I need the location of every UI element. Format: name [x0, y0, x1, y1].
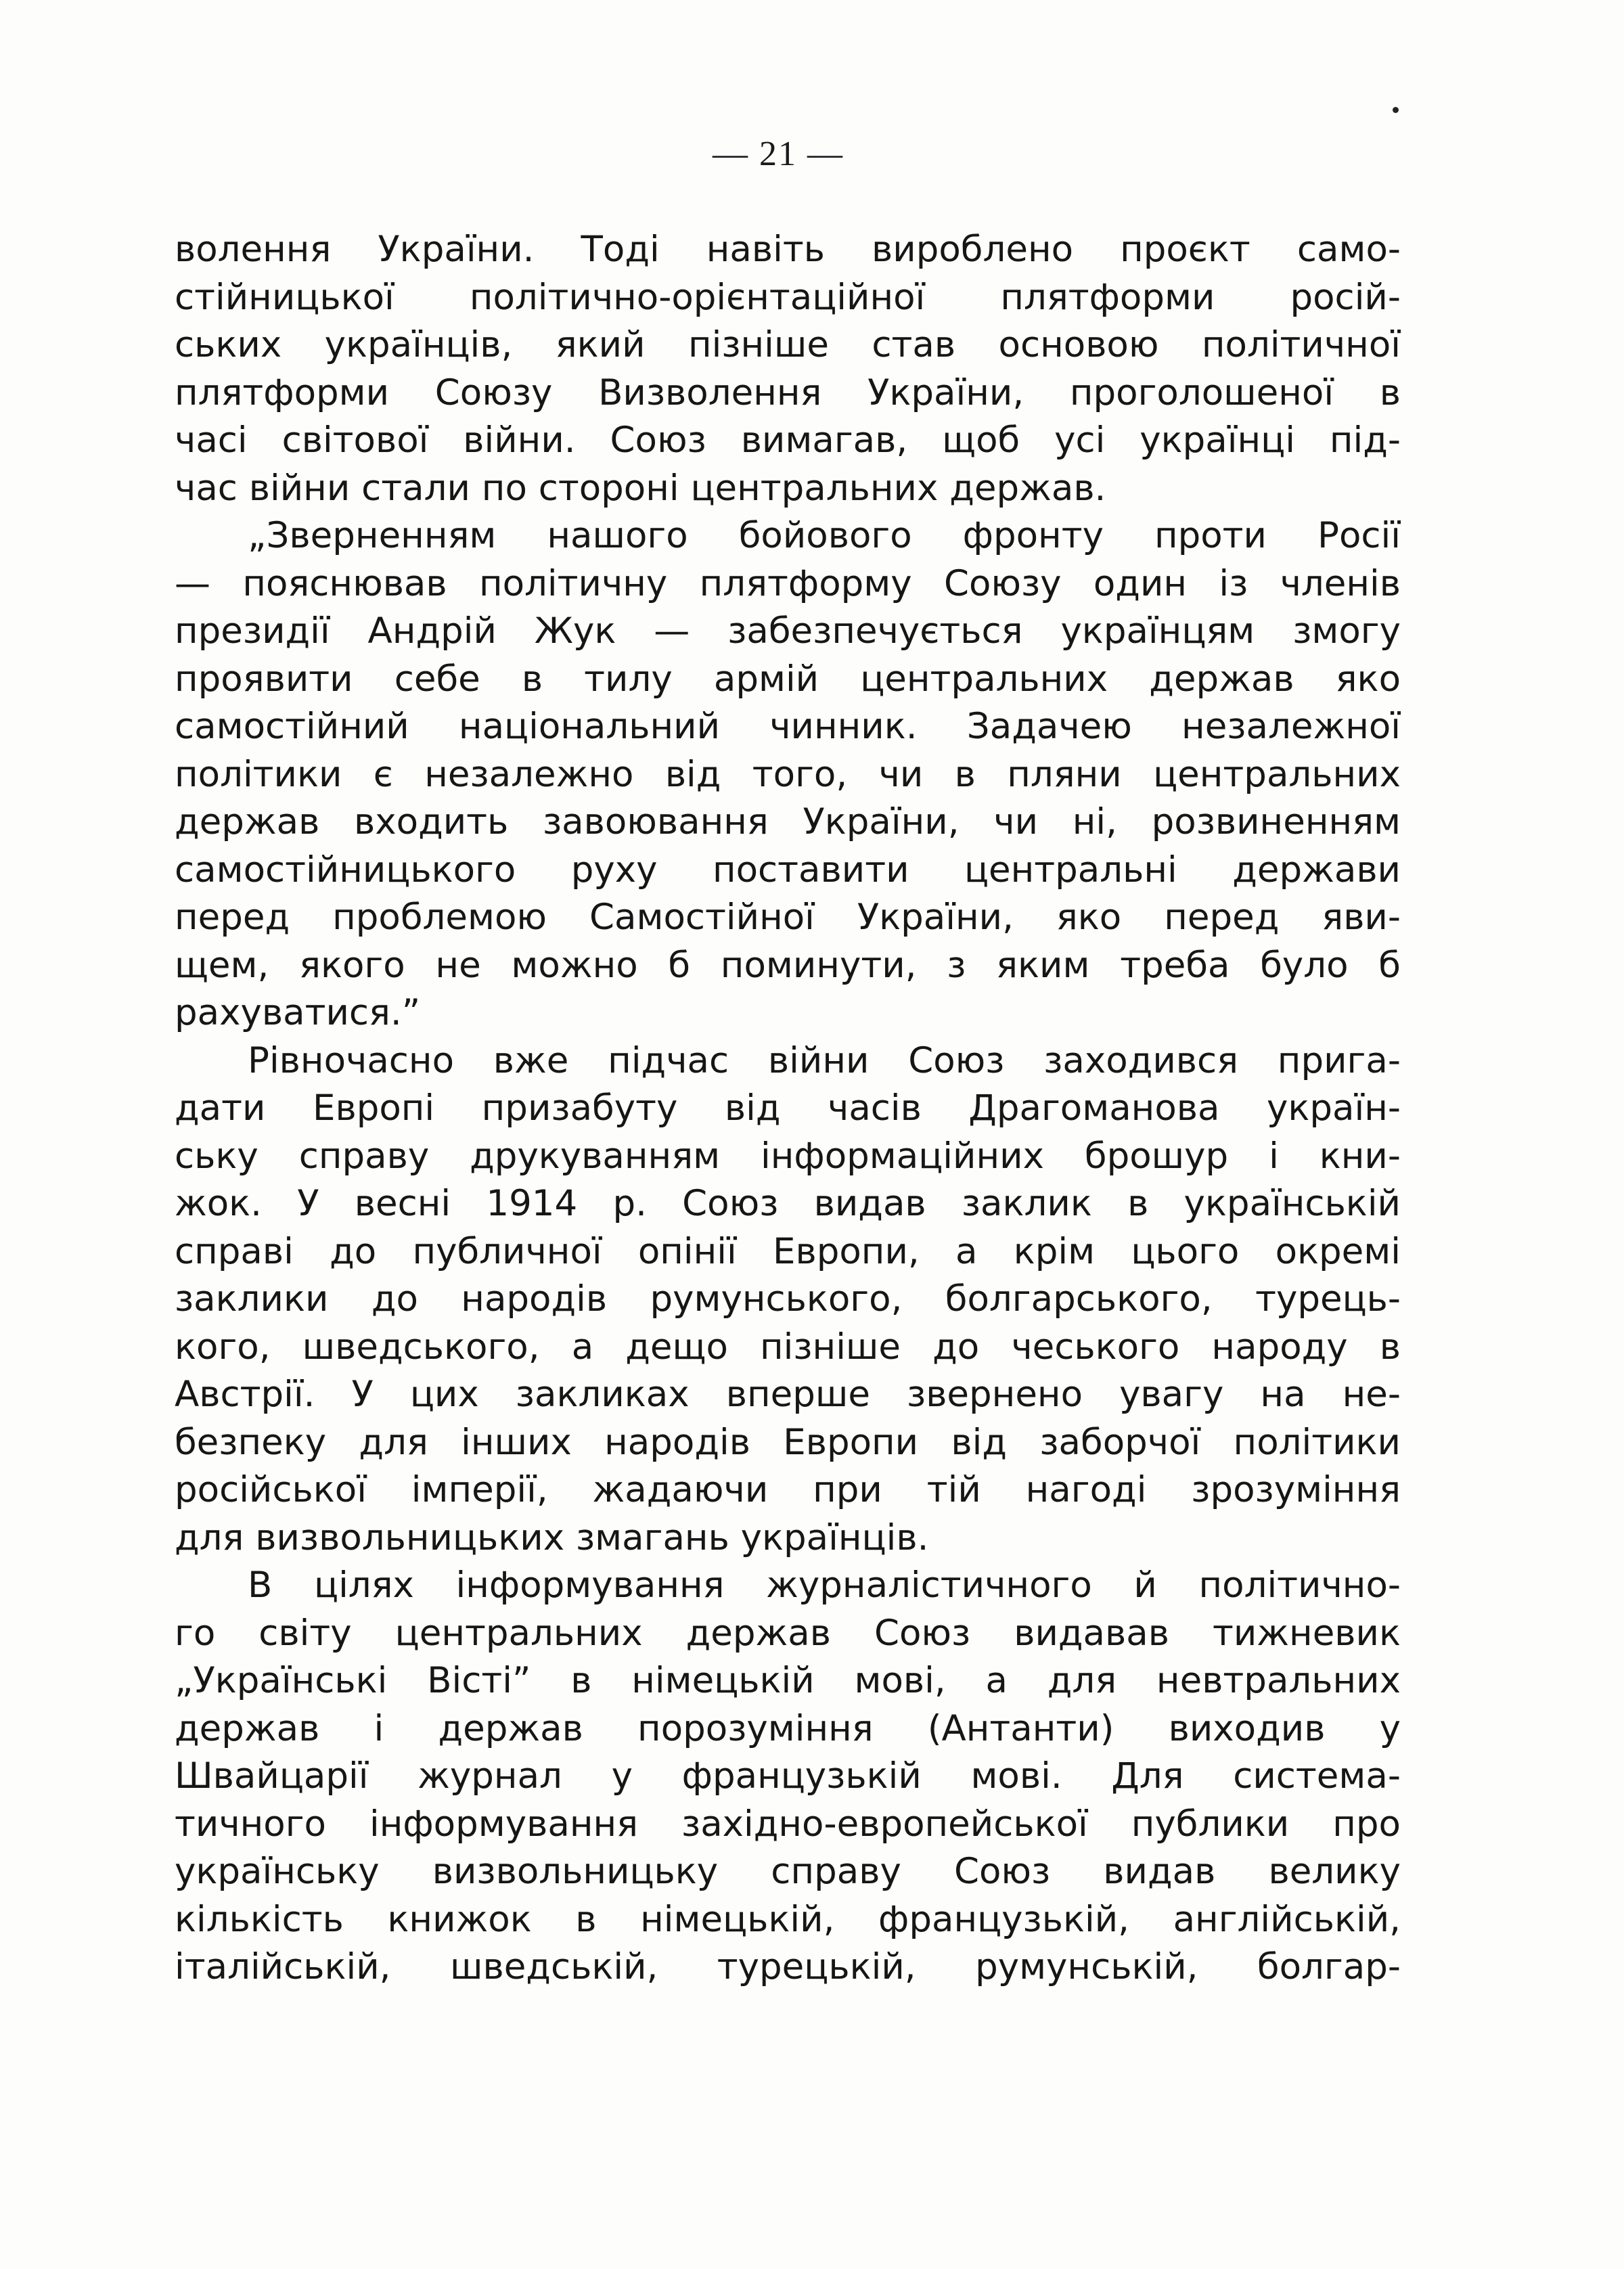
text-line: кого, шведського, а дещо пізніше до чеського народу в	[175, 1326, 1401, 1368]
text-line: ських українців, який пізніше став основою політичної	[175, 324, 1401, 365]
text-line: „Зверненням нашого бойового фронту проти Росії	[248, 515, 1401, 556]
text-line: — пояснював політичну плятформу Союзу один із членів	[175, 562, 1401, 604]
text-line: президії Андрій Жук — забезпечується українцям змогу	[175, 610, 1401, 652]
text-line: В цілях інформування журналістичного й політично-	[248, 1565, 1401, 1606]
text-line: стійницької політично-орієнтаційної плятформи росій-	[175, 276, 1401, 318]
text-line: перед проблемою Самостійної України, яко перед яви-	[175, 897, 1401, 938]
text-line: проявити себе в тилу армій центральних держав яко	[175, 658, 1401, 700]
text-line: дати Европі призабуту від часів Драгоманова україн-	[175, 1087, 1401, 1129]
text-line: Австрії. У цих закликах вперше звернено увагу на не-	[175, 1374, 1401, 1415]
text-line: тичного інформування західно-европейської публики про	[175, 1803, 1401, 1845]
text-line: плятформи Союзу Визволення України, проголошеної в	[175, 372, 1401, 413]
print-speck	[1393, 107, 1399, 113]
text-line: го світу центральних держав Союз видавав тижневик	[175, 1612, 1401, 1654]
text-line: Швайцарії журнал у французькій мові. Для система-	[175, 1755, 1401, 1797]
text-line: Рівночасно вже підчас війни Союз заходився прига-	[248, 1039, 1401, 1081]
text-line: справі до публичної опінії Европи, а крім цього окремі	[175, 1230, 1401, 1272]
text-line: держав входить завоювання України, чи ні, розвиненням	[175, 801, 1401, 843]
text-line: кількість книжок в німецькій, французькій, англійській,	[175, 1898, 1401, 1940]
text-line: для визвольницьких змагань українців.	[175, 1517, 929, 1558]
text-line: часі світової війни. Союз вимагав, щоб усі українці під-	[175, 420, 1401, 461]
text-line: заклики до народів румунського, болгарського, турець-	[175, 1278, 1401, 1320]
body-text	[175, 226, 1401, 1992]
text-line: українську визвольницьку справу Союз видав велику	[175, 1851, 1401, 1892]
text-line: „Українські Вісті” в німецькій мові, а для невтральних	[175, 1660, 1401, 1701]
text-line: ську справу друкуванням інформаційних брошур і кни-	[175, 1135, 1401, 1177]
text-line: самостійницького руху поставити центральні держави	[175, 849, 1401, 891]
text-line: щем, якого не можно б поминути, з яким треба було б	[175, 944, 1401, 986]
text-line: волення України. Тоді навіть вироблено проєкт само-	[175, 229, 1401, 270]
text-line: італійській, шведській, турецькій, румунській, болгар-	[175, 1946, 1401, 1987]
page-number: — 21 —	[713, 135, 844, 173]
text-line: час війни стали по стороні центральних держав.	[175, 467, 1106, 509]
text-line: російської імперії, жадаючи при тій нагоді зрозуміння	[175, 1469, 1401, 1510]
text-line: жок. У весні 1914 р. Союз видав заклик в українській	[175, 1183, 1401, 1224]
text-line: політики є незалежно від того, чи в пляни центральних	[175, 753, 1401, 795]
text-line: безпеку для інших народів Европи від заборчої політики	[175, 1421, 1401, 1463]
text-line: рахуватися.”	[175, 992, 421, 1033]
text-line: самостійний національний чинник. Задачею незалежної	[175, 706, 1401, 747]
text-line: держав і держав порозуміння (Антанти) виходив у	[175, 1707, 1401, 1749]
